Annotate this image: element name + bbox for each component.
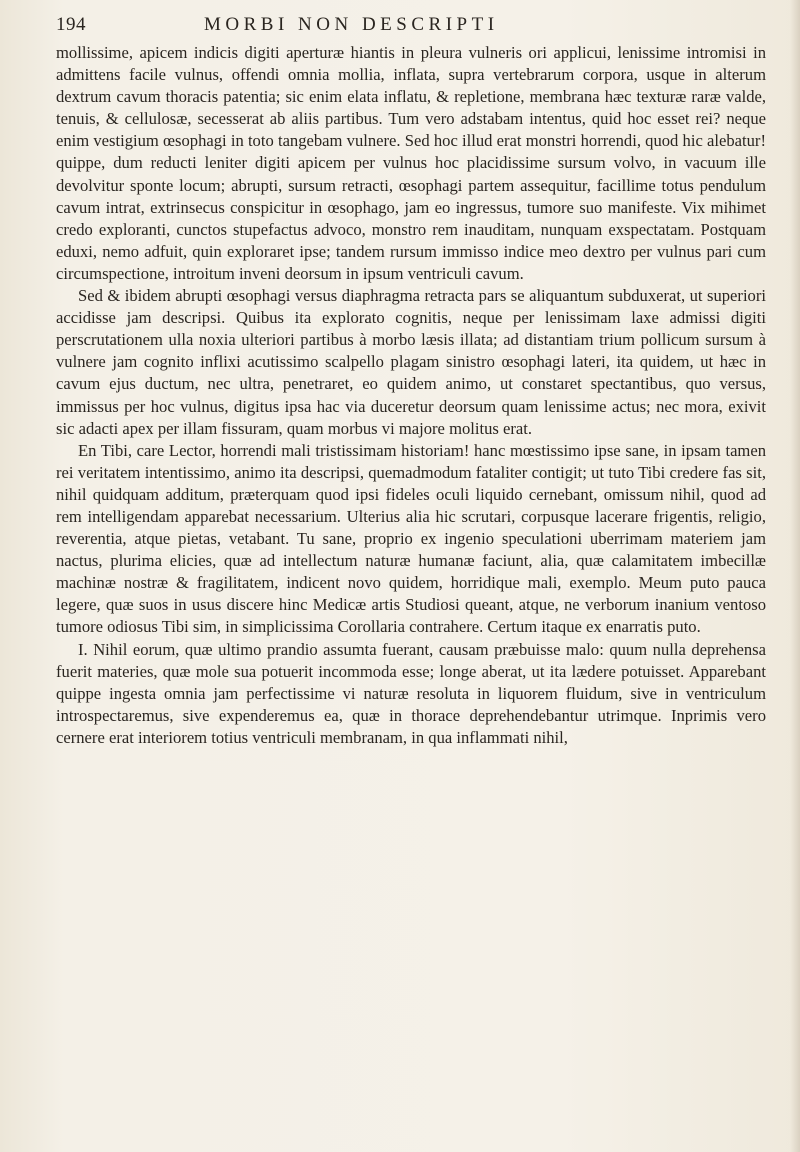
- paragraph-3: En Tibi, care Lector, horrendi mali tristissimam historiam! hanc mœstissimo ipse sane, in ipsam tamen rei veritatem intentissimo, animo ita descripsi, quemadmodum fataliter contigit; ut tuto Tibi credere fas sit, nihil quidquam additum, præterquam quod ipsi fideles oculi liquido cernebant, omissum nihil, quod ad rem intelligendam apparebat necessarium. Ulterius alia hic scrutari, corpusque lacerare frigentis, religio, reverentia, atque pietas, vetabant. Tu sane, proprio ex ingenio speculationi uberrimam materiem jam nactus, plurima elicies, quæ ad intellectum naturæ humanæ faciunt, alia, quæ calamitatem imbecillæ machinæ nostræ & fragilitatem, indicent novo quidem, horridique mali, exemplo. Meum puto pauca legere, quæ suos in usus discere hinc Medicæ artis Studiosi queant, atque, ne verborum inanium ventoso tumore odiosus Tibi sim, in simplicissima Corollaria contrahere. Certum itaque ex enarratis puto.: [56, 440, 766, 637]
- running-head: [56, 14, 766, 40]
- paragraph-2: Sed & ibidem abrupti œsophagi versus diaphragma retracta pars se aliquantum subduxerat, ut superiori accidisse jam descripsi. Quibus ita explorato cognitis, neque per lenissimam laxe admissi digiti perscrutationem ulla noxia ulteriori partibus à morbo læsis illata; ad distantiam trium pollicum sursum à vulnere jam cognito inflixi acutissimo scalpello plagam sinistro œsophagi lateri, ita quidem, ut hæc in cavum ejus ductum, nec ultra, penetraret, eo quidem animo, ut constaret spectantibus, quo versus, immissus per hoc vulnus, digitus ipsa hac via duceretur deorsum quam lenissime actus; nec mora, exivit sic adacti apex per illam fissuram, quam morbus vi majore molitus erat.: [56, 286, 766, 438]
- running-title: MORBI NON DESCRIPTI: [204, 14, 499, 35]
- page-edge-shadow: [790, 0, 800, 1152]
- body-text: [56, 42, 766, 749]
- paragraph-1: mollissime, apicem indicis digiti aperturæ hiantis in pleura vulneris ori applicui, lenissime intromisi in admittens facile vulnus, offendi omnia mollia, inflata, supra vertebrarum corpora, usque in alterum dextrum cavum thoracis patentia; sic enim elata inflatu, & repletione, membrana hæc texturæ raræ valde, tenuis, & cellulosæ, secesserat ab aliis partibus. Tum vero adstabam intentus, quid hoc esset rei? neque enim vestigium œsophagi in toto tangebam vulnere. Sed hoc illud erat monstri horrendi, quod hic alebatur! quippe, dum reducti leniter digiti apicem per vulnus hoc placidissime sursum volvo, in vacuum ille devolvitur sponte locum; abrupti, sursum retracti, œsophagi partem assequitur, facillime totus pendulum cavum intrat, extrinsecus conspicitur in œsophago, jam eo ingressus, tumore suo manifeste. Vix mihimet credo exploranti, cunctos stupefactus advoco, monstro rem inauditam, nunquam exspectatam. Postquam eduxi, nemo adfuit, quin exploraret ipse; tandem rursum immisso indice meo dextro per vulnus pari cum circumspectione, introitum inveni deorsum in ipsum ventriculi cavum.: [56, 43, 766, 283]
- paragraph-4: I. Nihil eorum, quæ ultimo prandio assumta fuerant, causam præbuisse malo: quum nulla deprehensa fuerit materies, quæ mole sua potuerit incommoda esse; longe aberat, ut ita lædere potuisset. Apparebant quippe ingesta omnia jam perfectissime vi naturæ resoluta in liquorem fluidum, sive in ventriculum introspectaremus, sive expenderemus ea, quæ in thorace deprehendebantur utrimque. Inprimis vero cernere erat interiorem totius ventriculi membranam, in qua inflammati nihil,: [56, 639, 766, 747]
- page-number: 194: [56, 14, 86, 35]
